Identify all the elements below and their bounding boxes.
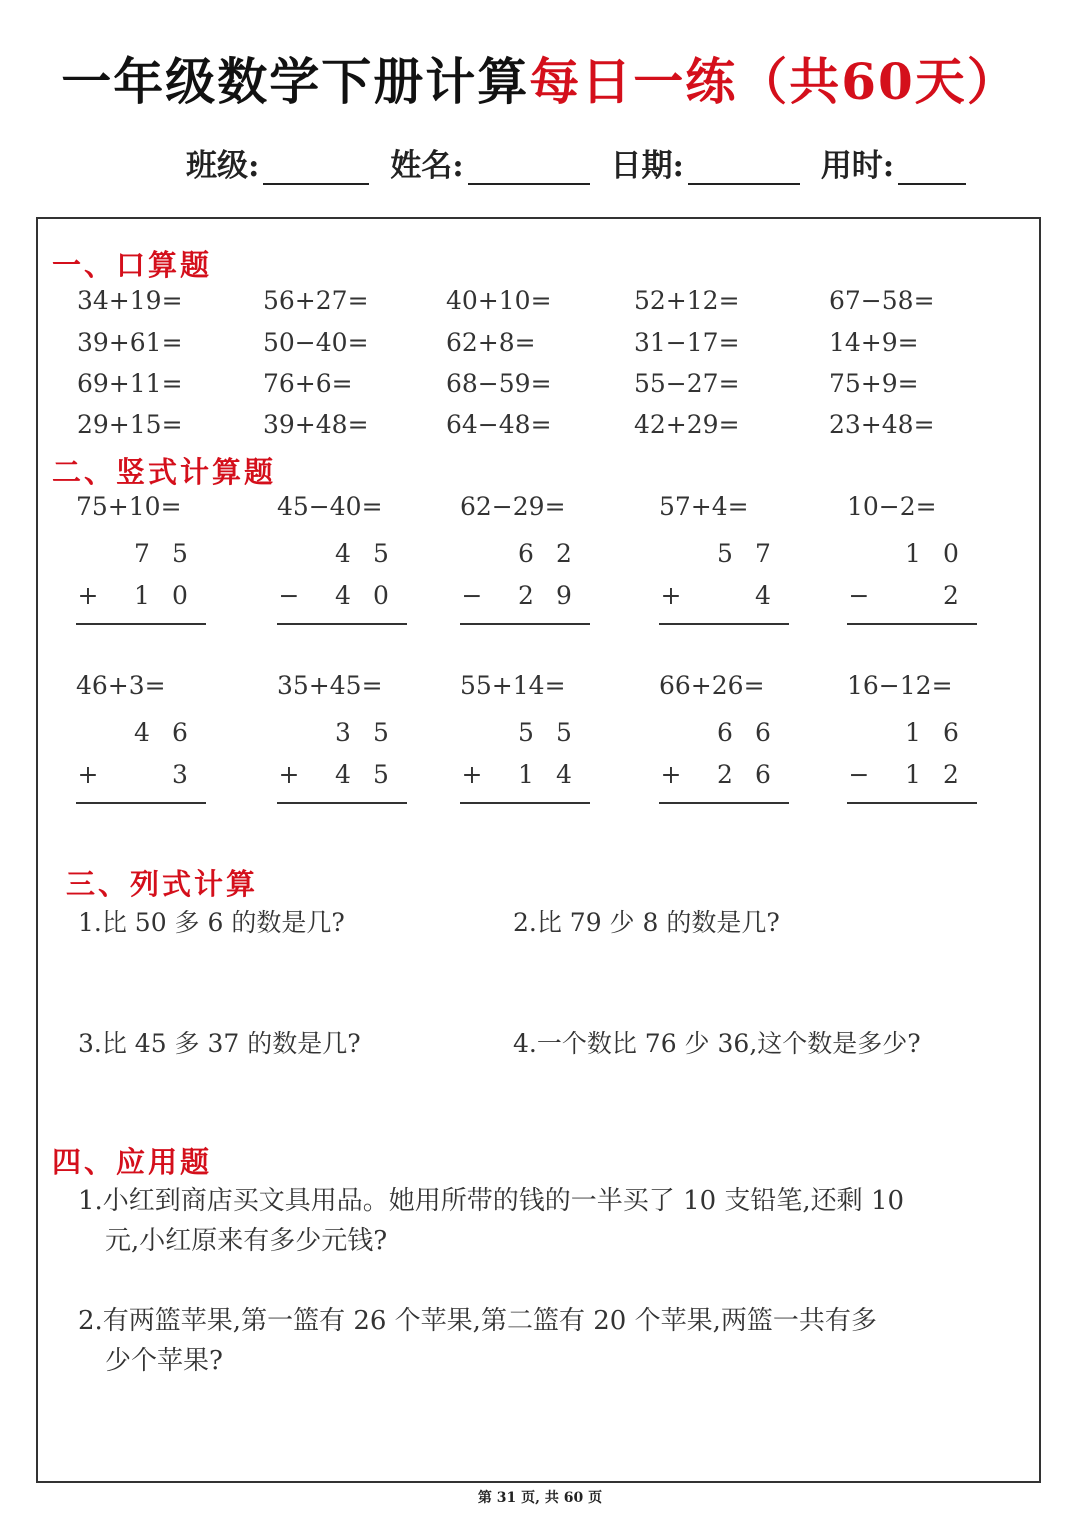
sum-line bbox=[277, 623, 407, 625]
operator-sign: + bbox=[660, 581, 682, 610]
top-digit: 6 bbox=[943, 718, 959, 747]
oral-problem: 29+15= bbox=[77, 410, 183, 439]
oral-problem: 39+48= bbox=[263, 410, 369, 439]
sum-line bbox=[659, 623, 789, 625]
date-field bbox=[611, 140, 800, 185]
date-label: 日期: bbox=[610, 148, 684, 184]
top-digit: 7 bbox=[134, 539, 150, 568]
top-digit: 4 bbox=[134, 718, 150, 747]
student-info-row bbox=[186, 140, 976, 185]
vertical-working bbox=[847, 718, 977, 808]
oral-problem: 67−58= bbox=[829, 286, 935, 315]
oral-problem: 62+8= bbox=[446, 328, 536, 357]
operator-sign: − bbox=[278, 581, 300, 610]
top-digit: 1 bbox=[905, 718, 921, 747]
top-digit: 5 bbox=[717, 539, 733, 568]
date-blank[interactable] bbox=[688, 153, 800, 185]
list-question: 3.比 45 多 37 的数是几? bbox=[78, 1029, 361, 1058]
sum-line bbox=[847, 623, 977, 625]
vertical-working bbox=[847, 539, 977, 629]
vertical-working bbox=[277, 718, 407, 808]
worksheet-frame bbox=[36, 217, 1041, 1483]
application-question bbox=[78, 1301, 998, 1381]
oral-problem: 50−40= bbox=[263, 328, 369, 357]
oral-problem: 69+11= bbox=[77, 369, 183, 398]
sum-line bbox=[659, 802, 789, 804]
vertical-section-title: 二、竖式计算题 bbox=[52, 455, 277, 489]
top-digit: 6 bbox=[717, 718, 733, 747]
vertical-working bbox=[460, 539, 590, 629]
oral-section-title: 一、口算题 bbox=[52, 248, 213, 282]
vertical-working bbox=[659, 718, 789, 808]
title-highlight: 每日一练（共60天） bbox=[529, 52, 1019, 111]
bottom-digit: 1 bbox=[905, 760, 921, 789]
bottom-digit: 4 bbox=[335, 760, 351, 789]
vertical-working bbox=[76, 718, 206, 808]
vertical-working bbox=[277, 539, 407, 629]
time-blank[interactable] bbox=[898, 153, 966, 185]
page-title bbox=[0, 42, 1080, 114]
bottom-digit: 0 bbox=[172, 581, 188, 610]
oral-problem: 75+9= bbox=[829, 369, 919, 398]
vertical-equation: 57+4= bbox=[659, 492, 749, 521]
vertical-working bbox=[659, 539, 789, 629]
sum-line bbox=[847, 802, 977, 804]
name-field bbox=[390, 140, 589, 185]
top-digit: 5 bbox=[556, 718, 572, 747]
time-field bbox=[821, 140, 966, 185]
top-digit: 7 bbox=[755, 539, 771, 568]
operator-sign: + bbox=[278, 760, 300, 789]
oral-problem: 56+27= bbox=[263, 286, 369, 315]
list-question: 1.比 50 多 6 的数是几? bbox=[78, 908, 345, 937]
top-digit: 5 bbox=[172, 539, 188, 568]
name-blank[interactable] bbox=[468, 153, 590, 185]
list-question: 4.一个数比 76 少 36,这个数是多少? bbox=[513, 1029, 921, 1058]
top-digit: 2 bbox=[556, 539, 572, 568]
page-footer: 第 31 页, 共 60 页 bbox=[477, 1490, 603, 1506]
operator-sign: − bbox=[848, 760, 870, 789]
name-label: 姓名: bbox=[390, 148, 464, 184]
bottom-digit: 1 bbox=[134, 581, 150, 610]
bottom-digit: 1 bbox=[518, 760, 534, 789]
top-digit: 3 bbox=[335, 718, 351, 747]
vertical-working bbox=[76, 539, 206, 629]
bottom-digit: 9 bbox=[556, 581, 572, 610]
vertical-equation: 16−12= bbox=[847, 671, 953, 700]
vertical-equation: 62−29= bbox=[460, 492, 566, 521]
operator-sign: − bbox=[848, 581, 870, 610]
operator-sign: + bbox=[77, 581, 99, 610]
oral-problem: 39+61= bbox=[77, 328, 183, 357]
sum-line bbox=[460, 623, 590, 625]
vertical-working bbox=[460, 718, 590, 808]
oral-problem: 31−17= bbox=[634, 328, 740, 357]
top-digit: 1 bbox=[905, 539, 921, 568]
oral-problem: 64−48= bbox=[446, 410, 552, 439]
top-digit: 4 bbox=[335, 539, 351, 568]
application-question-line: 元,小红原来有多少元钱? bbox=[105, 1226, 388, 1256]
bottom-digit: 4 bbox=[335, 581, 351, 610]
vertical-equation: 10−2= bbox=[847, 492, 937, 521]
oral-problem: 14+9= bbox=[829, 328, 919, 357]
vertical-equation: 45−40= bbox=[277, 492, 383, 521]
time-label: 用时: bbox=[820, 148, 895, 184]
class-blank[interactable] bbox=[263, 153, 369, 185]
vertical-equation: 75+10= bbox=[76, 492, 182, 521]
operator-sign: + bbox=[461, 760, 483, 789]
sum-line bbox=[76, 802, 206, 804]
oral-problem: 76+6= bbox=[263, 369, 353, 398]
bottom-digit: 2 bbox=[943, 581, 959, 610]
top-digit: 0 bbox=[943, 539, 959, 568]
title-main: 一年级数学下册计算 bbox=[61, 52, 530, 111]
vertical-equation: 46+3= bbox=[76, 671, 166, 700]
top-digit: 6 bbox=[518, 539, 534, 568]
sum-line bbox=[76, 623, 206, 625]
bottom-digit: 5 bbox=[373, 760, 389, 789]
bottom-digit: 2 bbox=[518, 581, 534, 610]
application-section-title: 四、应用题 bbox=[52, 1145, 213, 1179]
oral-problem: 42+29= bbox=[634, 410, 740, 439]
top-digit: 5 bbox=[373, 718, 389, 747]
application-question-line: 2.有两篮苹果,第一篮有 26 个苹果,第二篮有 20 个苹果,两篮一共有多 bbox=[78, 1306, 877, 1336]
bottom-digit: 2 bbox=[943, 760, 959, 789]
list-question: 2.比 79 少 8 的数是几? bbox=[513, 908, 780, 937]
operator-sign: + bbox=[77, 760, 99, 789]
oral-problem: 23+48= bbox=[829, 410, 935, 439]
vertical-equation: 35+45= bbox=[277, 671, 383, 700]
class-field bbox=[186, 140, 369, 185]
oral-problem: 34+19= bbox=[77, 286, 183, 315]
operator-sign: − bbox=[461, 581, 483, 610]
oral-problem: 55−27= bbox=[634, 369, 740, 398]
sum-line bbox=[460, 802, 590, 804]
bottom-digit: 6 bbox=[755, 760, 771, 789]
list-section-title: 三、列式计算 bbox=[66, 867, 259, 901]
class-label: 班级: bbox=[186, 148, 260, 184]
bottom-digit: 4 bbox=[556, 760, 572, 789]
vertical-equation: 66+26= bbox=[659, 671, 765, 700]
bottom-digit: 2 bbox=[717, 760, 733, 789]
vertical-equation: 55+14= bbox=[460, 671, 566, 700]
application-question bbox=[78, 1181, 998, 1261]
top-digit: 6 bbox=[172, 718, 188, 747]
operator-sign: + bbox=[660, 760, 682, 789]
oral-problem: 52+12= bbox=[634, 286, 740, 315]
oral-problem: 68−59= bbox=[446, 369, 552, 398]
bottom-digit: 4 bbox=[755, 581, 771, 610]
top-digit: 5 bbox=[373, 539, 389, 568]
bottom-digit: 0 bbox=[373, 581, 389, 610]
application-question-line: 少个苹果? bbox=[105, 1346, 223, 1376]
top-digit: 5 bbox=[518, 718, 534, 747]
sum-line bbox=[277, 802, 407, 804]
application-question-line: 1.小红到商店买文具用品。她用所带的钱的一半买了 10 支铅笔,还剩 10 bbox=[78, 1186, 905, 1216]
bottom-digit: 3 bbox=[172, 760, 188, 789]
oral-problem: 40+10= bbox=[446, 286, 552, 315]
top-digit: 6 bbox=[755, 718, 771, 747]
